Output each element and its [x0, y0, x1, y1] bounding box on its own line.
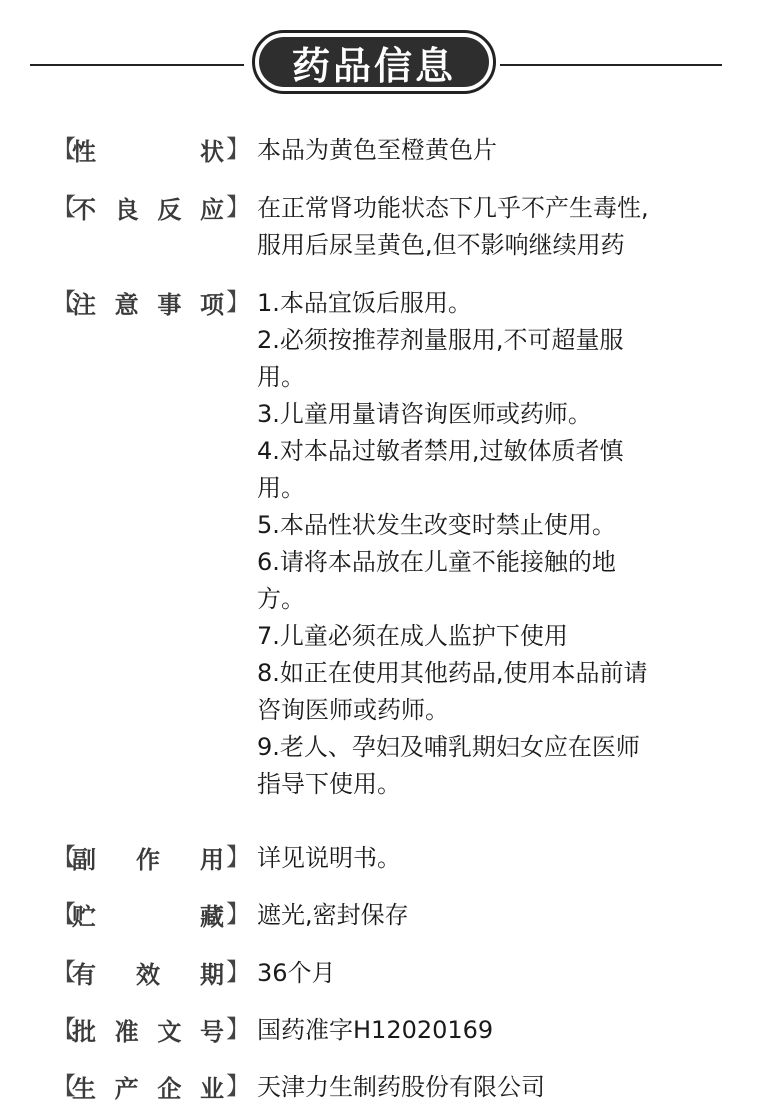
label-char: 应	[199, 195, 224, 224]
label-bracket-open: 【	[52, 958, 76, 986]
field-value	[257, 955, 702, 992]
title-pill	[252, 30, 496, 94]
value-line: 方。	[257, 585, 305, 613]
label-char: 项	[199, 290, 224, 319]
label-char: 事	[157, 290, 182, 319]
field-label	[52, 1069, 250, 1103]
section-header	[0, 30, 760, 98]
label-char: 良	[114, 195, 139, 224]
value-line: 5.本品性状发生改变时禁止使用。	[257, 511, 616, 539]
label-char: 作	[136, 845, 160, 874]
value-line: 7.儿童必须在成人监护下使用	[257, 622, 568, 650]
label-char: 反	[157, 195, 182, 224]
value-line: 3.儿童用量请咨询医师或药师。	[257, 400, 592, 428]
label-char: 期	[200, 960, 224, 989]
field-value	[257, 190, 702, 264]
label-bracket-open: 【	[52, 288, 76, 316]
value-line: 1.本品宜饭后服用。	[257, 289, 472, 317]
field-label	[52, 1012, 250, 1046]
value-line: 8.如正在使用其他药品,使用本品前请	[257, 659, 648, 687]
value-line: 遮光,密封保存	[257, 901, 409, 929]
label-bracket-close: 】	[226, 288, 250, 316]
header-rule-right	[500, 64, 722, 66]
field-label	[52, 840, 250, 874]
header-rule-left	[30, 64, 244, 66]
label-bracket-open: 【	[52, 135, 76, 163]
field-value	[257, 1012, 702, 1049]
value-line: 咨询医师或药师。	[257, 696, 449, 724]
label-bracket-close: 】	[226, 1015, 250, 1043]
label-bracket-close: 】	[226, 193, 250, 221]
field-value	[257, 840, 702, 877]
label-bracket-open: 【	[52, 900, 76, 928]
label-bracket-close: 】	[226, 843, 250, 871]
label-bracket-open: 【	[52, 193, 76, 221]
label-bracket-close: 】	[226, 135, 250, 163]
field-value	[257, 285, 702, 803]
label-char: 藏	[200, 902, 224, 931]
value-line: 2.必须按推荐剂量服用,不可超量服	[257, 326, 624, 354]
label-bracket-close: 】	[226, 900, 250, 928]
label-bracket-close: 】	[226, 958, 250, 986]
value-line: 用。	[257, 363, 305, 391]
value-line: 指导下使用。	[257, 770, 401, 798]
label-char: 批	[72, 1017, 96, 1046]
value-line: 详见说明书。	[257, 844, 401, 872]
label-char: 企	[157, 1074, 182, 1103]
label-char: 贮	[72, 902, 96, 931]
label-bracket-close: 】	[226, 1072, 250, 1100]
label-bracket-open: 【	[52, 1015, 76, 1043]
field-value	[257, 1069, 702, 1106]
label-char: 准	[114, 1017, 139, 1046]
field-label	[52, 132, 250, 166]
field-label	[52, 190, 250, 224]
value-line: 6.请将本品放在儿童不能接触的地	[257, 548, 616, 576]
label-char: 效	[136, 960, 160, 989]
label-char: 意	[114, 290, 139, 319]
label-char: 性	[72, 137, 96, 166]
value-line: 9.老人、孕妇及哺乳期妇女应在医师	[257, 733, 640, 761]
label-char: 用	[200, 845, 224, 874]
value-line: 本品为黄色至橙黄色片	[257, 136, 497, 164]
field-value	[257, 132, 702, 169]
value-line: 服用后尿呈黄色,但不影响继续用药	[257, 231, 625, 259]
label-char: 状	[200, 137, 224, 166]
label-char: 副	[72, 845, 96, 874]
label-char: 产	[114, 1074, 139, 1103]
field-label	[52, 285, 250, 319]
label-char: 文	[157, 1017, 182, 1046]
label-char: 有	[72, 960, 96, 989]
label-char: 生	[72, 1074, 96, 1103]
value-line: 用。	[257, 474, 305, 502]
page-title: 药品信息	[259, 37, 489, 87]
field-value	[257, 897, 702, 934]
value-line: 国药准字H12020169	[257, 1016, 494, 1044]
value-line: 4.对本品过敏者禁用,过敏体质者慎	[257, 437, 624, 465]
value-line: 天津力生制药股份有限公司	[257, 1073, 545, 1101]
value-line: 在正常肾功能状态下几乎不产生毒性,	[257, 194, 649, 222]
label-bracket-open: 【	[52, 1072, 76, 1100]
label-bracket-open: 【	[52, 843, 76, 871]
field-label	[52, 897, 250, 931]
label-char: 号	[199, 1017, 224, 1046]
label-char: 注	[72, 290, 96, 319]
field-label	[52, 955, 250, 989]
value-line: 36个月	[257, 959, 336, 987]
label-char: 不	[72, 195, 96, 224]
label-char: 业	[199, 1074, 224, 1103]
